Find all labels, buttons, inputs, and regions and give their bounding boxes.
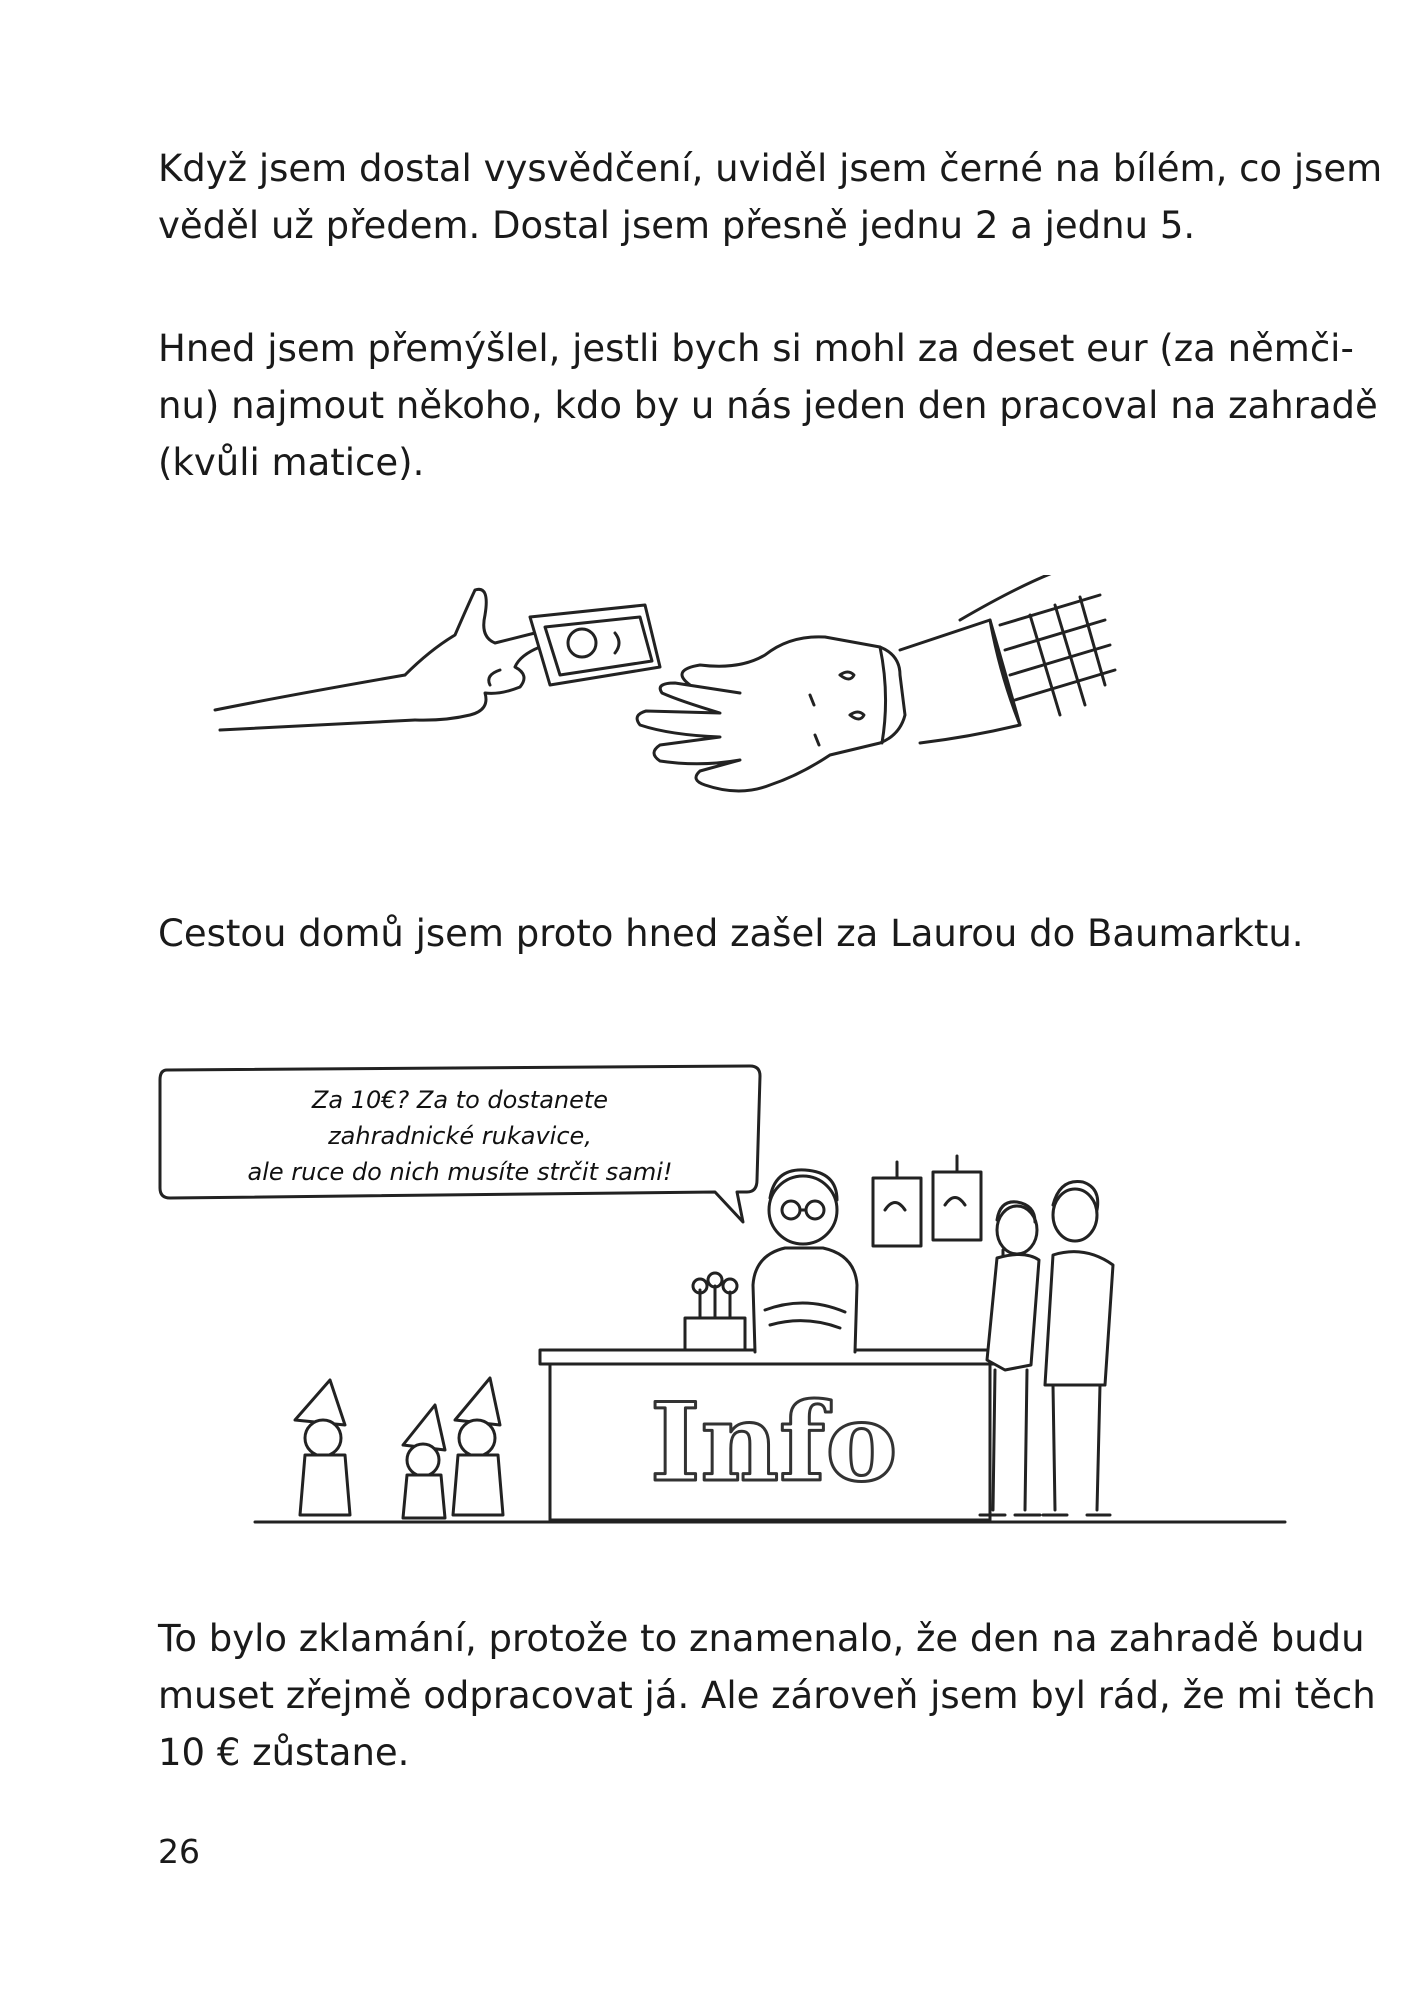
paragraph-disappointment [158,1610,1376,1781]
bubble-line: ale ruce do nich musíte strčit sami! [247,1158,673,1186]
text-line: muset zřejmě odpracovat já. Ale zároveň jsem byl rád, že mi těch [158,1674,1376,1717]
text-line: Hned jsem přemýšlel, jestli bych si mohl za deset eur (za němči- [158,327,1354,370]
text-line: nu) najmout někoho, kdo by u nás jeden den pracoval na zahradě [158,384,1378,427]
left-arm [215,675,405,710]
info-counter [540,1350,1000,1520]
paragraph-hire-someone [158,320,1378,491]
left-arm-lower [220,720,415,730]
speech-bubble [160,1066,760,1222]
info-sign: Info [650,1380,898,1506]
page-number: 26 [158,1832,200,1871]
paragraph-baumarkt [158,905,1304,962]
clerk-figure [753,1170,857,1352]
info-counter-illustration [155,1060,1295,1560]
hands-money-illustration [200,575,1160,850]
left-hand [405,589,544,720]
paragraph-report-card [158,140,1383,254]
garden-gnome [403,1405,445,1518]
plant-pot [685,1273,745,1350]
garden-gnome [453,1378,503,1515]
text-line: Cestou domů jsem proto hned zašel za Laurou do Baumarktu. [158,912,1304,955]
bubble-line: Za 10€? Za to dostanete [311,1086,609,1114]
boy-figure [1043,1181,1113,1515]
banknote [530,605,660,685]
text-line: Když jsem dostal vysvědčení, uviděl jsem černé na bílém, co jsem [158,147,1383,190]
text-line: 10 € zůstane. [158,1731,410,1774]
text-line: (kvůli matice). [158,441,425,484]
plaid-sleeve [900,575,1115,743]
text-line: věděl už předem. Dostal jsem přesně jednu 2 a jednu 5. [158,204,1196,247]
text-line: To bylo zklamání, protože to znamenalo, že den na zahradě budu [158,1617,1365,1660]
garden-gnome [295,1380,350,1515]
bubble-line: zahradnické rukavice, [328,1122,592,1150]
gloves-display [873,1156,981,1246]
gloved-hand [637,637,905,791]
